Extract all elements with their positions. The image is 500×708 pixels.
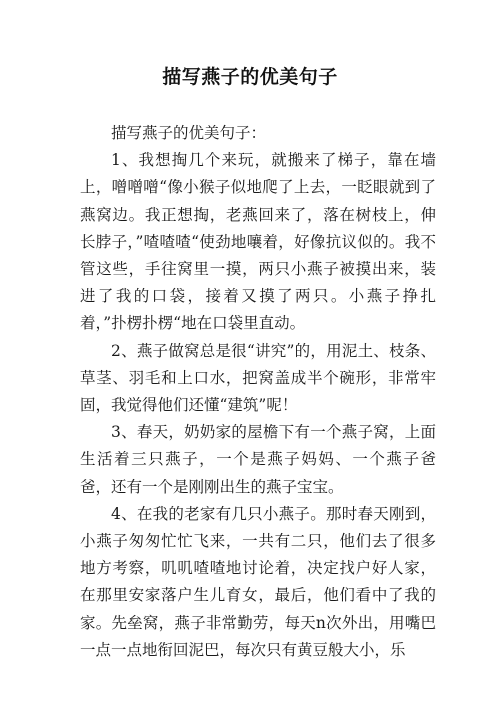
document-body — [80, 120, 436, 664]
document-title: 描写燕子的优美句子 — [162, 66, 338, 88]
paragraph-2: 2、燕子做窝总是很“讲究”的，用泥土、枝条、草茎、羽毛和上口水，把窝盖成半个碗形，非常牢固，我觉得他们还懂“建筑”呢！ — [80, 341, 436, 415]
paragraph-4: 4、在我的老家有几只小燕子。那时春天刚到，小燕子匆匆忙忙飞来，一共有二只，他们去了很多地方考察，叽叽喳喳地讨论着，决定找户好人家，在那里安家落户生儿育女，最后，他们看中了我的家。先垒窝，燕子非常勤劳，每天n次外出，用嘴巴一点一点地衔回泥巴，每次只有黄豆般大小，乐 — [80, 504, 436, 659]
paragraph-1: 1、我想掏几个来玩，就搬来了梯子，靠在墙上，噌噌噌“像小猴子似地爬了上去，一眨眼就到了燕窝边。我正想掏，老燕回来了，落在树枝上，伸长脖子，”喳喳喳“使劲地嚷着，好像抗议似的。我不管这些，手往窝里一摸，两只小燕子被摸出来，装进了我的口袋，接着又摸了两只。小燕子挣扎着，”扑楞扑楞“地在口袋里直动。 — [80, 151, 436, 333]
intro-paragraph: 描写燕子的优美句子： — [111, 124, 267, 142]
paragraph-3: 3、春天，奶奶家的屋檐下有一个燕子窝，上面生活着三只燕子，一个是燕子妈妈、一个燕子爸爸，还有一个是刚刚出生的燕子宝宝。 — [80, 423, 436, 496]
